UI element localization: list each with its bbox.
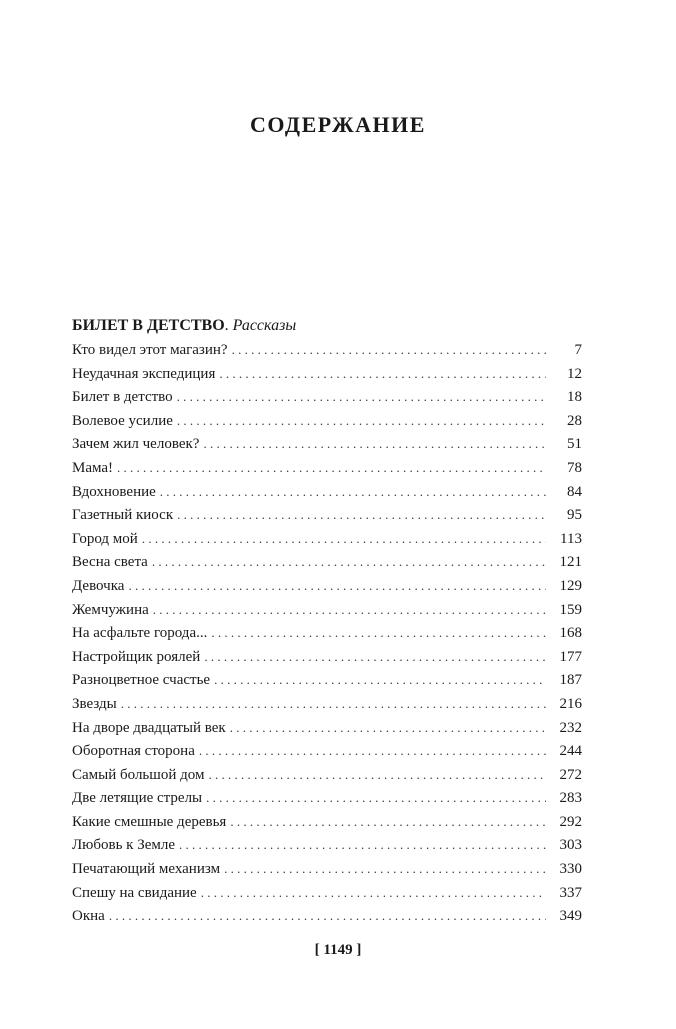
toc-entry [72, 739, 582, 763]
toc-entry [72, 763, 582, 787]
toc-entry-page: 168 [559, 625, 582, 642]
dot-leader [208, 763, 546, 787]
dot-leader [199, 739, 546, 763]
toc-entry-page: 349 [559, 908, 582, 925]
toc-entry-page: 113 [560, 530, 582, 547]
dot-leader [204, 645, 546, 669]
toc-entry-title: Город мой [72, 530, 138, 547]
toc-entry-title: Весна света [72, 554, 148, 571]
dot-leader [128, 574, 546, 598]
toc-entry [72, 338, 582, 362]
page-number: [ 1149 ] [314, 942, 362, 958]
dot-leader [152, 550, 546, 574]
toc-entry-title: Спешу на свидание [72, 884, 197, 901]
toc-entry-title: Любовь к Земле [72, 837, 176, 854]
toc-entry-page: 283 [559, 790, 582, 807]
toc-entry-title: Мама! [72, 459, 114, 476]
dot-leader [117, 456, 546, 480]
dot-leader [203, 432, 546, 456]
toc-entry [72, 574, 582, 598]
toc-entry-title: Какие смешные деревья [72, 813, 227, 830]
dot-leader [121, 692, 546, 716]
toc-entry-title: Разноцветное счастье [72, 672, 211, 689]
toc-list [72, 338, 582, 928]
toc-entry-page: 7 [574, 342, 582, 358]
toc-entry-title: Кто видел этот магазин? [72, 342, 228, 358]
dot-leader [224, 857, 546, 881]
dot-leader [153, 598, 546, 622]
table-of-contents [72, 315, 582, 928]
toc-entry [72, 645, 582, 669]
dot-leader [179, 833, 546, 857]
dot-leader [219, 362, 546, 386]
toc-entry [72, 432, 582, 456]
toc-entry-title: На асфальте города... [72, 625, 208, 642]
toc-entry-page: 121 [559, 554, 582, 571]
dot-leader [109, 904, 546, 928]
page-title: СОДЕРЖАНИЕ [250, 112, 426, 137]
toc-entry [72, 409, 582, 433]
toc-entry-title: Неудачная экспедиция [72, 365, 216, 382]
dot-leader [230, 716, 546, 740]
section-subtitle: Рассказы [232, 317, 297, 334]
toc-entry-page: 337 [559, 884, 582, 901]
toc-entry-page: 244 [559, 743, 582, 760]
toc-entry-page: 272 [559, 766, 582, 783]
toc-entry-page: 216 [559, 695, 582, 712]
dot-leader [230, 810, 546, 834]
toc-entry-page: 159 [559, 601, 582, 618]
toc-entry [72, 480, 582, 504]
toc-entry-page: 292 [559, 813, 582, 830]
dot-leader [206, 786, 546, 810]
toc-entry-page: 12 [567, 365, 582, 382]
toc-entry-title: Окна [72, 908, 105, 925]
dot-leader [214, 668, 546, 692]
dot-leader [211, 621, 546, 645]
toc-entry [72, 810, 582, 834]
dot-leader [177, 503, 546, 527]
toc-entry-title: Газетный киоск [72, 507, 174, 524]
toc-entry-page: 78 [567, 459, 582, 476]
toc-entry-page: 187 [559, 672, 582, 689]
toc-entry-title: Печатающий механизм [72, 861, 221, 878]
toc-entry-page: 51 [567, 436, 582, 453]
dot-leader [232, 338, 546, 362]
toc-entry-page: 330 [559, 861, 582, 878]
toc-entry [72, 362, 582, 386]
toc-entry [72, 716, 582, 740]
toc-entry-title: На дворе двадцатый век [72, 719, 226, 736]
toc-entry-page: 303 [559, 837, 582, 854]
toc-entry-page: 177 [559, 648, 582, 665]
toc-entry [72, 456, 582, 480]
dot-leader [201, 881, 546, 905]
toc-entry [72, 904, 582, 928]
toc-entry [72, 550, 582, 574]
toc-entry-title: Настройщик роялей [72, 648, 201, 665]
toc-entry [72, 786, 582, 810]
dot-leader [177, 385, 546, 409]
toc-entry-title: Зачем жил человек? [72, 436, 200, 453]
toc-entry-title: Вдохновение [72, 483, 156, 500]
toc-entry-title: Волевое усилие [72, 412, 173, 429]
toc-entry [72, 668, 582, 692]
toc-entry-page: 28 [567, 412, 582, 429]
section-name: БИЛЕТ В ДЕТСТВО [72, 317, 225, 334]
dot-leader [177, 409, 546, 433]
dot-leader [142, 527, 546, 551]
toc-entry-title: Жемчужина [72, 601, 149, 618]
toc-entry-title: Две летящие стрелы [72, 790, 203, 807]
toc-entry-page: 84 [567, 483, 582, 500]
toc-entry-page: 95 [567, 507, 582, 524]
toc-entry [72, 833, 582, 857]
toc-entry-page: 232 [559, 719, 582, 736]
toc-entry-page: 129 [559, 577, 582, 594]
toc-entry [72, 598, 582, 622]
toc-entry [72, 881, 582, 905]
dot-leader [160, 480, 546, 504]
toc-entry-title: Самый большой дом [72, 766, 205, 783]
toc-entry-title: Билет в детство [72, 389, 173, 406]
toc-entry [72, 527, 582, 551]
toc-entry [72, 503, 582, 527]
toc-entry [72, 692, 582, 716]
toc-entry-title: Звезды [72, 695, 117, 712]
toc-entry-title: Оборотная сторона [72, 743, 195, 760]
toc-entry [72, 621, 582, 645]
section-heading: БИЛЕТ В ДЕТСТВО. Рассказы [72, 317, 297, 334]
toc-entry-title: Девочка [72, 577, 125, 594]
toc-entry [72, 857, 582, 881]
toc-entry-page: 18 [567, 389, 582, 406]
toc-entry [72, 385, 582, 409]
